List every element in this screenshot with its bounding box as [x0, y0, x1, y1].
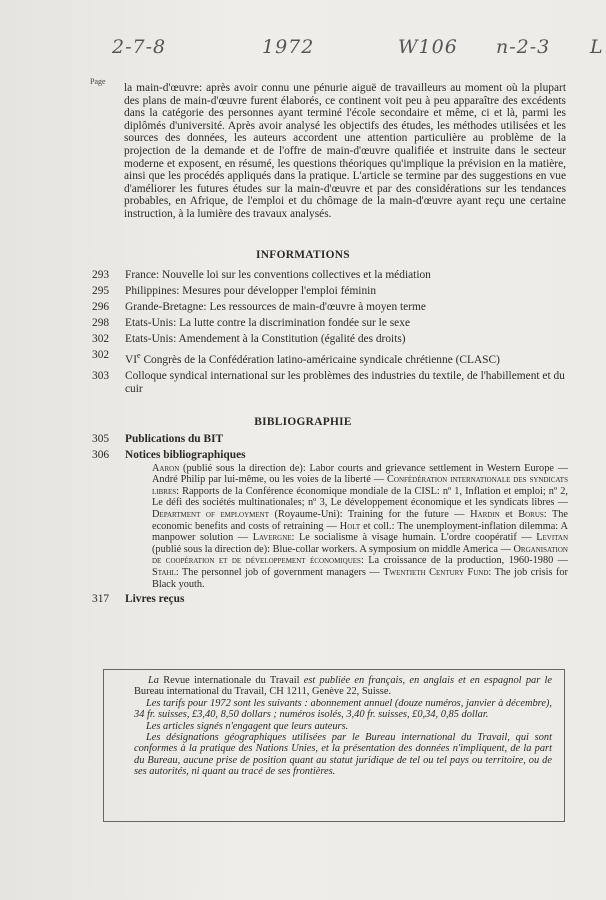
list-item[interactable] [92, 317, 568, 331]
page-number: 303 [92, 369, 110, 382]
page-column-label: Page [90, 77, 106, 86]
item-title: Philippines: Mesures pour développer l'emploi féminin [125, 284, 377, 297]
page-number: 293 [92, 269, 110, 281]
list-item[interactable] [92, 593, 568, 607]
publisher-text: est publiée en français, en anglais et en espagnol par le [303, 675, 553, 686]
item-title [125, 349, 568, 367]
author-name: Aaron [152, 462, 180, 474]
item-title: Livres reçus [125, 593, 185, 606]
entry-text: : Rapports de la Conférence économique mondiale de la CISL: nº 1, Inflation et emploi; nº 2, Le défi des sociétés multinationales; nº 3, Le développement économique et les syndicats libres — [152, 485, 568, 509]
list-item[interactable] [92, 449, 568, 463]
list-item[interactable] [92, 370, 568, 397]
author-name: Stahl [152, 566, 176, 578]
disclaimer-articles: Les articles signés n'engagent que leurs auteurs. [146, 720, 349, 732]
publisher-info-box [103, 669, 565, 822]
item-title: Publications du BIT [125, 433, 224, 445]
author-name: Holt [339, 520, 361, 532]
entry-text: : The job crisis for Black youth. [152, 566, 568, 590]
entry-text: (publié sous la direction de): Labor courts and grievance settlement in Western Europe — André Philip par lui-même, ou les voies de la liberté — [152, 462, 568, 486]
handwritten-note: 2-7-8 [112, 36, 167, 58]
list-item[interactable] [92, 285, 568, 299]
author-name: Department of employment [152, 508, 269, 520]
item-title: Etats-Unis: La lutte contre la discrimination fondée sur le sexe [125, 316, 410, 329]
abstract-text: la main-d'œuvre: après avoir connu une pénurie aiguë de travailleurs au moment où la plupart des plans de main-d'œuvre furent élaborés, ce continent voit peu à peu apparaître des excédents dans la catégorie des personnes ayant terminé l'école secondaire et même, ci et là, parmi les diplômés d'université. Après avoir analysé les objectifs des études, les méthodes utilisées et les sources des données, les auteurs accordent une attention particulière au problème de la projection de la demande et de l'offre de main-d'œuvre qualifiée et instruite dans le secteur moderne et exposent, en résumé, les questions théoriques qu'implique la prévision en la matière, ainsi que les procédés appliqués dans la pratique. L'article se termine par des suggestions en vue d'améliorer les futures études sur la main-d'œuvre et par des considérations sur les tendances probables, en Afrique, de l'emploi et du chômage de la main-d'œuvre ayant reçu une certaine instruction, à la lumière des travaux analysés. [124, 82, 566, 220]
entry-text: : The economic benefits and costs of retraining — [152, 508, 568, 532]
list-item[interactable] [92, 349, 568, 367]
author-name: Levitan [536, 532, 569, 544]
entry-text: et [499, 508, 519, 520]
author-name: Organisation de coopération et de développement économiques [152, 543, 568, 567]
item-title-rest: Congrès de la Confédération latino-américaine syndicale chrétienne (CLASC) [140, 353, 500, 366]
author-name: Hardin [470, 508, 500, 520]
page-number: 302 [92, 332, 110, 345]
disclaimer-geographic: Les désignations géographiques utilisées par le Bureau international du Travail, qui sont conformes à la pratique des Nations Unies, et la présentation des données n'impliquent, de la part du Bureau, aucune prise de position quant au statut juridique de tel ou tel pays ou territoire, ou de ses autorités, ni quant au tracé de ses frontières. [134, 732, 552, 778]
page-number: 305 [92, 433, 110, 445]
entry-text: : The personnel job of government managers — [175, 566, 384, 578]
author-name: Confédération internationale des syndicats libres [152, 474, 568, 497]
entry-text: : Le socialisme à visage humain. L'ordre coopératif — [291, 532, 537, 544]
notices-entries [152, 463, 568, 591]
bibliographie-list [92, 433, 568, 609]
entry-text: (Royaume-Uni): Training for the future — [269, 508, 471, 520]
ordinal: VI [125, 353, 138, 366]
page-number: 295 [92, 284, 110, 297]
handwritten-note: n-2-3 [496, 36, 551, 58]
bibliographie-heading: BIBLIOGRAPHIE [254, 416, 352, 428]
ordinal-suffix: e [137, 350, 141, 360]
handwritten-note: W106 [398, 36, 458, 58]
author-name: Borus [518, 508, 544, 520]
subscription-rates: Les tarifs pour 1972 sont les suivants : abonnement annuel (douze numéros, janvier à décembre), 34 fr. suisses, £3,40, 8,50 dollars ; numéros isolés, 3,40 fr. suisses, £0,34, 0,85 dollar. [134, 697, 552, 721]
journal-article: La [148, 675, 159, 686]
entry-text: (publié sous la direction de): Blue-collar workers. A symposium on middle America — [152, 543, 514, 555]
journal-title: Revue internationale du Travail [158, 675, 304, 686]
page-number: 302 [92, 348, 110, 361]
informations-list [92, 269, 568, 399]
author-name: Twentieth Century Fund [383, 566, 489, 578]
publisher-address: Bureau international du Travail, CH 1211, Genève 22, Suisse. [134, 686, 392, 698]
page-number: 306 [92, 448, 110, 461]
entry-text: et coll.: The unemployment-inflation dilemma: A manpower solution — [152, 520, 568, 544]
informations-heading: INFORMATIONS [256, 249, 350, 261]
item-title: Colloque syndical international sur les problèmes des industries du textile, de l'habillement et du cuir [125, 369, 565, 396]
page-number: 317 [92, 593, 110, 606]
page-number: 298 [92, 316, 110, 329]
item-title: Grande-Bretagne: Les ressources de main-d'œuvre à moyen terme [125, 300, 426, 313]
handwritten-note: L [590, 36, 604, 58]
entry-text: : La croissance de la production, 1960-1980 — [360, 555, 569, 567]
item-title: Etats-Unis: Amendement à la Constitution (égalité des droits) [125, 332, 406, 345]
list-item[interactable] [92, 269, 568, 283]
list-item[interactable] [92, 333, 568, 347]
page-number: 296 [92, 300, 110, 313]
handwritten-note: 1972 [262, 36, 315, 58]
author-name: Lavergne [252, 532, 292, 544]
list-item[interactable] [92, 301, 568, 315]
item-title: Notices bibliographiques [125, 448, 246, 461]
item-title: France: Nouvelle loi sur les conventions collectives et la médiation [125, 269, 431, 281]
list-item[interactable] [92, 433, 568, 447]
publisher-statement [134, 675, 552, 698]
